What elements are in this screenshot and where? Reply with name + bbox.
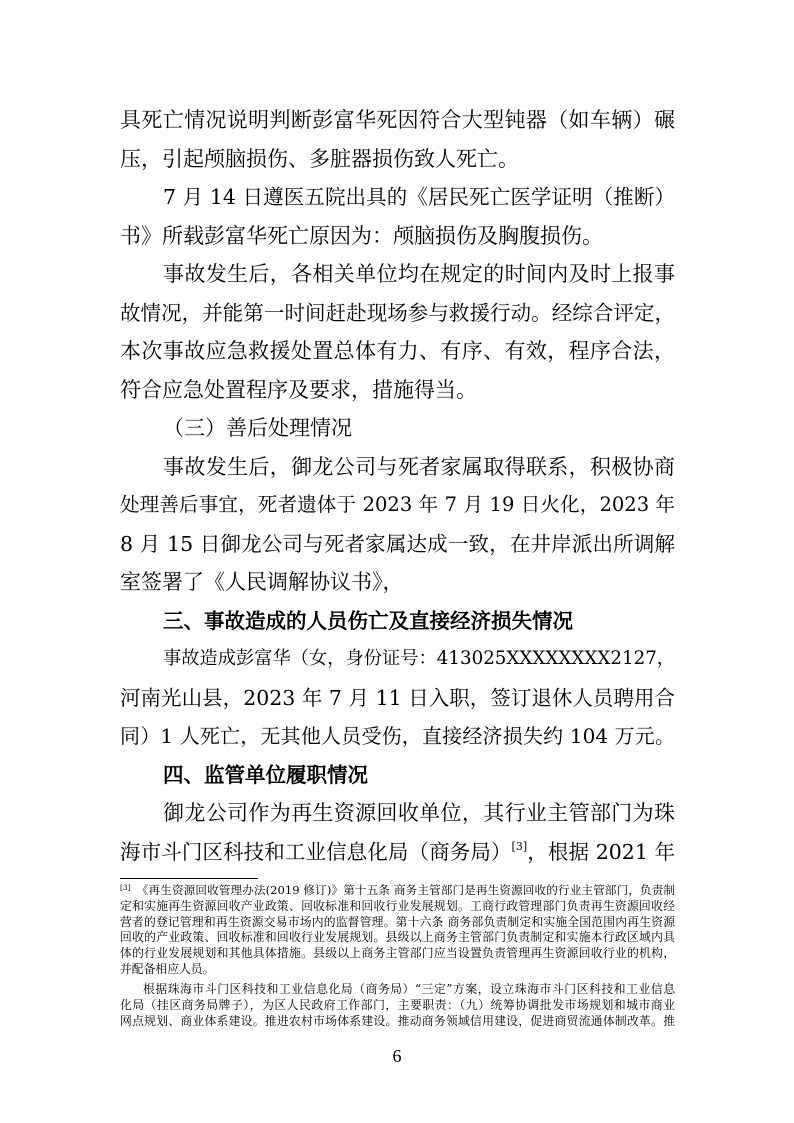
text-line: 符合应急处置程序及要求，措施得当。 <box>120 377 477 402</box>
paragraph-casualties <box>120 640 675 756</box>
paragraph-supervision <box>120 794 675 871</box>
paragraph-death-certificate <box>120 178 675 255</box>
text-line: 河南光山县，2023 年 7 月 11 日入职，签订退休人员聘用合 <box>120 685 675 710</box>
text-segment: 《再生资源回收管理办法(2019 修订)》第十五条 商务主管部门是再生资源回收的行业主管部门，负责制 <box>136 883 675 897</box>
footnote-line: 网点规划、商业体系建设。推进农村市场体系建设。推动商务领域信用建设，促进商贸流通体制改革。推 <box>120 1013 675 1028</box>
text-line: 压，引起颅脑损伤、多脏器损伤致人死亡。 <box>120 146 519 171</box>
footnote-line: 定和实施再生资源回收产业政策、回收标准和回收行业发展规划。工商行政管理部门负责再生资源回收经 <box>120 898 675 913</box>
footnote-area <box>120 883 675 1029</box>
text-line: 事故造成彭富华（女，身份证号：413025XXXXXXXX2127， <box>163 648 675 669</box>
footnote-regulation <box>120 883 675 978</box>
page-number: 6 <box>392 1046 402 1066</box>
text-line: 7 月 14 日遵医五院出具的《居民死亡医学证明（推断） <box>163 185 675 209</box>
text-line: 书》所载彭富华死亡原因为：颅脑损伤及胸腹损伤。 <box>120 223 603 248</box>
footnote-line: 营者的登记管理和再生资源交易市场内的监督管理。第十六条 商务部负责制定和实施全国范围内再生资源 <box>120 914 675 929</box>
footnote-line: 回收的产业政策、回收标准和回收行业发展规划。县级以上商务主管部门负责制定和实施本行政区域内具 <box>120 930 675 945</box>
text-line: 事故发生后，御龙公司与死者家属取得联系，积极协商 <box>163 454 675 479</box>
text-line: 本次事故应急救援处置总体有力、有序、有效，程序合法， <box>120 339 675 363</box>
paragraph-aftermath <box>120 448 675 602</box>
footnote-line: 体的行业发展规划和其他具体措施。县级以上商务主管部门应当设置负责管理再生资源回收行业的机构， <box>120 946 675 961</box>
body-text <box>120 101 675 871</box>
text-line: 室签署了《人民调解协议书》， <box>120 570 404 594</box>
text-line: 御龙公司作为再生资源回收单位，其行业主管部门为珠 <box>163 801 675 825</box>
footnote-line: 化局（挂区商务局牌子），为区人民政府工作部门，主要职责：（九）统筹协调批发市场规划和城市商业 <box>120 997 675 1012</box>
footnote-line <box>120 883 675 899</box>
paragraph-emergency-response <box>120 255 675 409</box>
subheading-aftermath: （三）善后处理情况 <box>163 416 352 440</box>
footnote-reference: [3] <box>511 839 528 853</box>
text-line: 故情况，并能第一时间赶赴现场参与救援行动。经综合评定， <box>120 300 675 325</box>
section-heading-supervision: 四、监管单位履职情况 <box>163 762 368 787</box>
footnote-line: 根据珠海市斗门区科技和工业信息化局（商务局）“三定”方案，设立珠海市斗门区科技和工业信息 <box>143 982 675 997</box>
paragraph-death-cause-continued <box>120 101 675 178</box>
text-segment: 海市斗门区科技和工业信息化局（商务局） <box>120 839 512 864</box>
text-line: 8 月 15 日御龙公司与死者家属达成一致，在井岸派出所调解 <box>120 531 675 556</box>
footnote-mandate <box>120 982 675 1029</box>
footnote-separator <box>120 878 258 879</box>
footnote-marker: [3] <box>120 883 131 892</box>
section-heading-casualties: 三、事故造成的人员伤亡及直接经济损失情况 <box>163 608 573 633</box>
text-segment: ，根据 2021 年 <box>527 839 675 864</box>
text-line: 具死亡情况说明判断彭富华死因符合大型钝器（如车辆）碾 <box>120 108 675 132</box>
text-line: 处理善后事宜，死者遗体于 2023 年 7 月 19 日火化，2023 年 <box>120 493 675 516</box>
footnote-line: 并配备相应人员。 <box>120 961 215 976</box>
text-line: 同）1 人死亡，无其他人员受伤，直接经济损失约 104 万元。 <box>120 724 675 748</box>
text-line: 事故发生后，各相关单位均在规定的时间内及时上报事 <box>163 262 675 286</box>
text-line <box>120 833 675 872</box>
